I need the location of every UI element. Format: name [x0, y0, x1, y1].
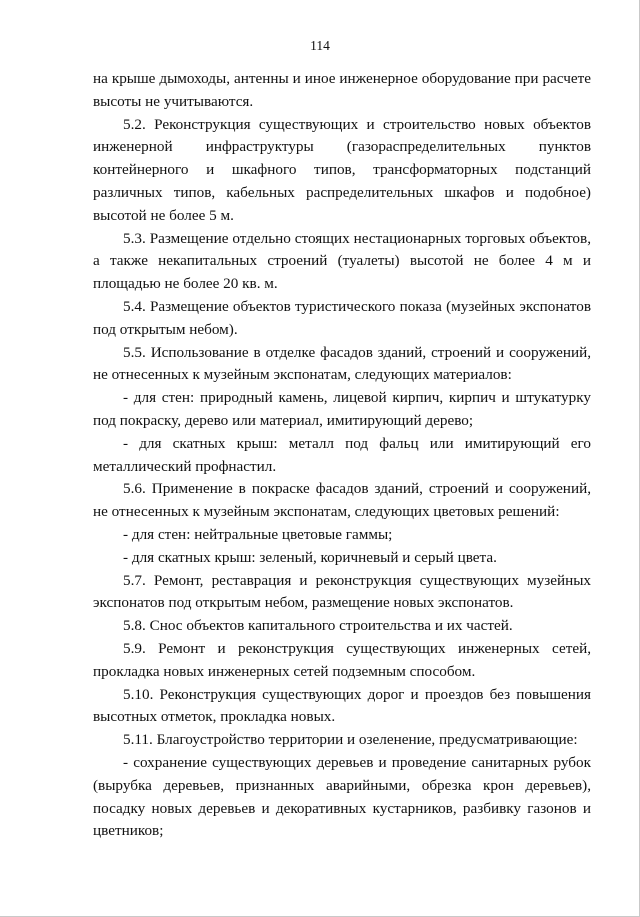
list-item-walls-colors: - для стен: нейтральные цветовые гаммы;	[123, 525, 393, 543]
paragraph-5-6: 5.6. Применение в покраске фасадов зданий, строений и сооружений, не отнесенных к музейным экспонатам, следующих цветовых решений:	[93, 480, 591, 521]
list-item-trees: - сохранение существующих деревьев и проведение санитарных рубок (вырубка деревьев, признанных аварийными, обрезка крон деревьев), посадку новых деревьев и декоративных кустарников, разбивку газонов и цветников;	[93, 753, 591, 840]
paragraph-5-10: 5.10. Реконструкция существующих дорог и проездов без повышения высотных отметок, прокладка новых.	[93, 685, 591, 726]
paragraph-5-8: 5.8. Снос объектов капитального строительства и их частей.	[123, 617, 513, 635]
paragraph-5-11: 5.11. Благоустройство территории и озеленение, предусматривающие:	[123, 731, 578, 749]
list-item-roofs-colors: - для скатных крыш: зеленый, коричневый и серый цвета.	[123, 548, 497, 566]
paragraph-5-5: 5.5. Использование в отделке фасадов зданий, строений и сооружений, не отнесенных к музейным экспонатам, следующих материалов:	[93, 343, 591, 384]
document-body	[93, 68, 591, 843]
paragraph-continuation: на крыше дымоходы, антенны и иное инженерное оборудование при расчете высоты не учитываются.	[93, 70, 591, 110]
list-item-walls-materials: - для стен: природный камень, лицевой кирпич, кирпич и штукатурку под покраску, дерево или материал, имитирующий дерево;	[93, 389, 591, 429]
paragraph-5-7: 5.7. Ремонт, реставрация и реконструкция существующих музейных экспонатов под открытым небом, размещение новых экспонатов.	[93, 571, 591, 612]
paragraph-5-2: 5.2. Реконструкция существующих и строительство новых объектов инженерной инфраструктуры (газораспределительных пунктов контейнерного и шкафного типов, трансформаторных подстанций различных типов, кабельных распределительных шкафов и подобное) высотой не более 5 м.	[93, 115, 591, 224]
paragraph-5-4: 5.4. Размещение объектов туристического показа (музейных экспонатов под открытым небом).	[93, 297, 591, 338]
page-number: 114	[310, 38, 330, 53]
paragraph-5-3: 5.3. Размещение отдельно стоящих нестационарных торговых объектов, а также некапитальных строений (туалеты) высотой не более 4 м и площадью не более 20 кв. м.	[93, 229, 591, 293]
list-item-roofs-materials: - для скатных крыш: металл под фальц или имитирующий его металлический профнастил.	[93, 434, 591, 475]
paragraph-5-9: 5.9. Ремонт и реконструкция существующих инженерных сетей, прокладка новых инженерных сетей подземным способом.	[93, 639, 591, 680]
